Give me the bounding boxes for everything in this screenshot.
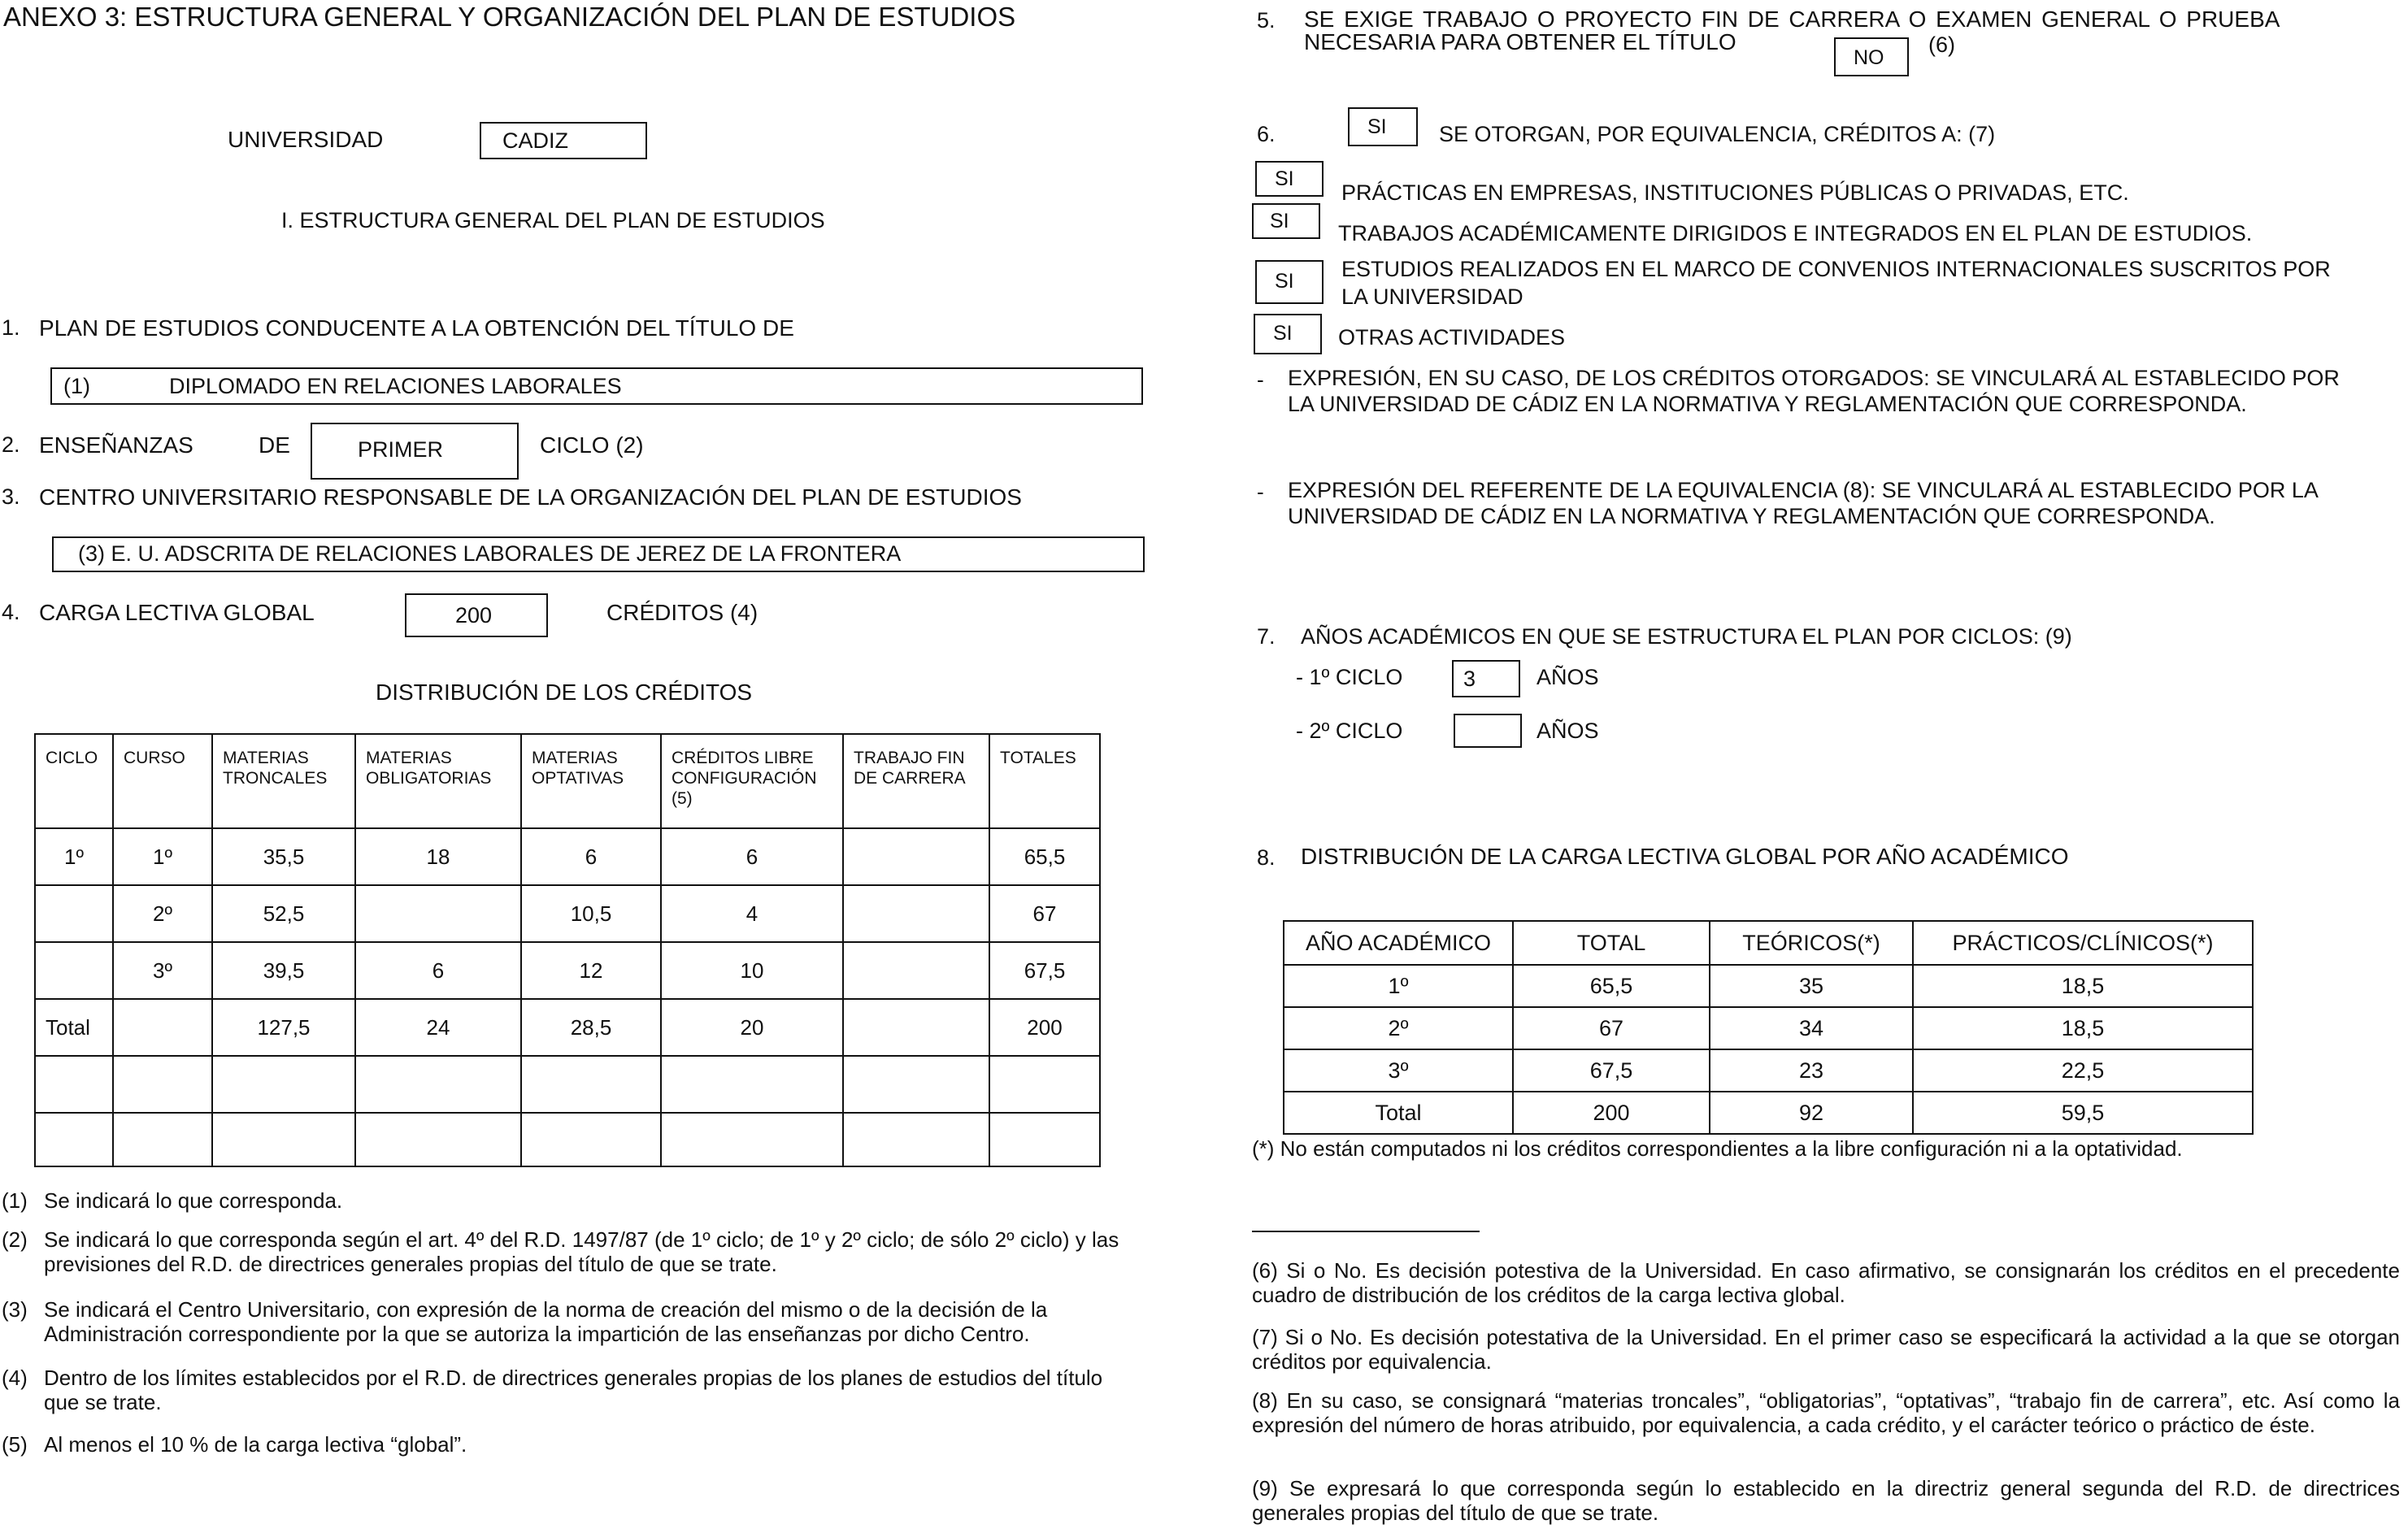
footnote-6: (6) Si o No. Es decisión potestiva de la Universidad. En caso afirmativo, se consignarán los créditos en el precedente cuadro de distribución de los créditos de la carga lectiva global.: [1252, 1258, 2400, 1307]
header-troncales: MATERIAS TRONCALES: [212, 734, 355, 828]
table-cell: 3º: [1284, 1049, 1513, 1092]
titulo-value: DIPLOMADO EN RELACIONES LABORALES: [169, 374, 622, 398]
equiv-value-trabajos: SI: [1270, 210, 1289, 232]
table-row: [35, 828, 1100, 885]
item8-text: DISTRIBUCIÓN DE LA CARGA LECTIVA GLOBAL POR AÑO ACADÉMICO: [1301, 844, 2069, 869]
footnote-number: (3): [2, 1297, 28, 1322]
table-cell: 12: [521, 942, 661, 999]
item2-de: DE: [259, 432, 290, 458]
table-total-row: [1284, 1092, 2253, 1134]
table-cell: 35: [1710, 965, 1913, 1007]
header-ciclo: CICLO: [35, 734, 113, 828]
section-title: I. ESTRUCTURA GENERAL DEL PLAN DE ESTUDIOS: [281, 208, 825, 232]
item2-number: 2.: [2, 432, 20, 457]
table-cell: [212, 1056, 355, 1113]
universidad-label: UNIVERSIDAD: [228, 127, 384, 152]
equiv-value-otras: SI: [1273, 322, 1293, 345]
table-cell: 1º: [1284, 965, 1513, 1007]
table-cell: 52,5: [212, 885, 355, 942]
years-note: (*) No están computados ni los créditos correspondientes a la libre configuración ni a la optatividad.: [1252, 1136, 2183, 1161]
header-ano-academico: AÑO ACADÉMICO: [1284, 921, 1513, 965]
annex-title: ANEXO 3: ESTRUCTURA GENERAL Y ORGANIZACIÓN DEL PLAN DE ESTUDIOS: [3, 2, 1016, 32]
footnote-9: (9) Se expresará lo que corresponda según lo establecido en la directriz general segunda del R.D. de directrices generales propias del título de que se trate.: [1252, 1476, 2400, 1525]
table-cell: 18,5: [1913, 1007, 2253, 1049]
table-cell: 20: [661, 999, 843, 1056]
table-cell: [843, 942, 989, 999]
footnote-1: [2, 1188, 1143, 1213]
bullet-dash: -: [1257, 367, 1264, 392]
centro-value: (3) E. U. ADSCRITA DE RELACIONES LABORALES DE JEREZ DE LA FRONTERA: [78, 541, 902, 566]
bullet2-text: EXPRESIÓN DEL REFERENTE DE LA EQUIVALENCIA (8): SE VINCULARÁ AL ESTABLECIDO POR LA: [1288, 478, 2319, 502]
table-cell: [355, 885, 521, 942]
ciclo1-label: - 1º CICLO: [1296, 665, 1403, 689]
footnote-5: [2, 1432, 1143, 1457]
table-cell: [113, 1113, 212, 1166]
bullet1-text: EXPRESIÓN, EN SU CASO, DE LOS CRÉDITOS OTORGADOS: SE VINCULARÁ AL ESTABLECIDO POR: [1288, 366, 2340, 390]
ciclo1-field: [1452, 660, 1520, 697]
table-cell: [843, 1113, 989, 1166]
table-cell: [989, 1113, 1100, 1166]
equiv-text-convenios: ESTUDIOS REALIZADOS EN EL MARCO DE CONVENIOS INTERNACIONALES SUSCRITOS POR: [1341, 257, 2331, 281]
table-cell: 1º: [35, 828, 113, 885]
bullet1-text-line2: LA UNIVERSIDAD DE CÁDIZ EN LA NORMATIVA Y REGLAMENTACIÓN QUE CORRESPONDA.: [1288, 392, 2247, 416]
bullet-dash: -: [1257, 480, 1264, 504]
item5-text-line2: NECESARIA PARA OBTENER EL TÍTULO: [1304, 29, 1736, 54]
table-cell: 3º: [113, 942, 212, 999]
table-header-row: [35, 734, 1100, 828]
header-total: TOTAL: [1513, 921, 1710, 965]
years-table: [1283, 920, 2254, 1135]
item5-value: NO: [1854, 46, 1884, 69]
table-header-row: [1284, 921, 2253, 965]
footnote-number: (1): [2, 1188, 28, 1213]
item4-suffix: CRÉDITOS (4): [606, 600, 758, 625]
table-row: [1284, 965, 2253, 1007]
table-row: [35, 1056, 1100, 1113]
header-libre-configuracion: CRÉDITOS LIBRE CONFIGURACIÓN (5): [661, 734, 843, 828]
item6-number: 6.: [1257, 122, 1276, 146]
table-cell: 67: [1513, 1007, 1710, 1049]
table-cell: 2º: [1284, 1007, 1513, 1049]
table-cell: 200: [989, 999, 1100, 1056]
footnote-3: [2, 1297, 1143, 1346]
table-cell: [843, 828, 989, 885]
table-row: [35, 885, 1100, 942]
table-cell: 39,5: [212, 942, 355, 999]
footnote-2: [2, 1227, 1143, 1276]
table-cell: 28,5: [521, 999, 661, 1056]
footnote-number: (5): [2, 1432, 28, 1457]
equiv-text-practicas: PRÁCTICAS EN EMPRESAS, INSTITUCIONES PÚBLICAS O PRIVADAS, ETC.: [1341, 180, 2129, 205]
footnote-number: (4): [2, 1366, 28, 1390]
table-cell: 18,5: [1913, 965, 2253, 1007]
equiv-text-otras: OTRAS ACTIVIDADES: [1338, 325, 1566, 350]
equiv-value-convenios: SI: [1275, 270, 1294, 293]
table-cell: [35, 1056, 113, 1113]
footnote-number: (2): [2, 1227, 28, 1252]
table-cell: 35,5: [212, 828, 355, 885]
footnote-text: Se indicará lo que corresponda según el art. 4º del R.D. 1497/87 (de 1º ciclo; de 1º y 2º ciclo; de sólo 2º ciclo) y las previsiones del R.D. de directrices generales propias del título de que se trate.: [44, 1227, 1119, 1276]
item3-text: CENTRO UNIVERSITARIO RESPONSABLE DE LA ORGANIZACIÓN DEL PLAN DE ESTUDIOS: [39, 484, 1022, 510]
item8-number: 8.: [1257, 845, 1276, 870]
carga-value: 200: [455, 603, 493, 628]
table-cell: 67,5: [1513, 1049, 1710, 1092]
item5-ref: (6): [1928, 33, 1955, 57]
header-curso: CURSO: [113, 734, 212, 828]
ciclo2-field: [1454, 714, 1522, 748]
ciclo1-unit: AÑOS: [1537, 665, 1599, 689]
header-optativas: MATERIAS OPTATIVAS: [521, 734, 661, 828]
item6-text: SE OTORGAN, POR EQUIVALENCIA, CRÉDITOS A: (7): [1439, 122, 1996, 146]
table-cell: 24: [355, 999, 521, 1056]
table-cell: [355, 1056, 521, 1113]
table-cell: Total: [1284, 1092, 1513, 1134]
table-row: [1284, 1049, 2253, 1092]
table-cell: Total: [35, 999, 113, 1056]
table-cell: 23: [1710, 1049, 1913, 1092]
table-cell: [843, 1056, 989, 1113]
titulo-ref: (1): [63, 374, 90, 398]
table-cell: 34: [1710, 1007, 1913, 1049]
table-cell: [989, 1056, 1100, 1113]
footnote-text: Dentro de los límites establecidos por el R.D. de directrices generales propias de los planes de estudios del título que se trate.: [44, 1366, 1103, 1414]
equiv-text-convenios-line2: LA UNIVERSIDAD: [1341, 284, 1523, 309]
table-cell: 67,5: [989, 942, 1100, 999]
item2-text: ENSEÑANZAS: [39, 432, 193, 458]
item7-text: AÑOS ACADÉMICOS EN QUE SE ESTRUCTURA EL PLAN POR CICLOS: (9): [1301, 624, 2072, 649]
header-practicos: PRÁCTICOS/CLÍNICOS(*): [1913, 921, 2253, 965]
footnote-8: (8) En su caso, se consignará “materias troncales”, “obligatorias”, “optativas”, “trabajo fin de carrera”, etc. Así como la expresión del número de horas atribuido, por equivalencia, a cada crédito, y el carácter teórico o práctico de éste.: [1252, 1388, 2400, 1437]
table-cell: [843, 999, 989, 1056]
ciclo1-value: 3: [1463, 667, 1476, 691]
item2-suffix: CICLO (2): [540, 432, 644, 458]
table-cell: [661, 1056, 843, 1113]
table-cell: 10,5: [521, 885, 661, 942]
footnote-divider: [1252, 1231, 1480, 1232]
table-cell: 22,5: [1913, 1049, 2253, 1092]
table-cell: 200: [1513, 1092, 1710, 1134]
footnote-7: (7) Si o No. Es decisión potestativa de la Universidad. En el primer caso se especificará la actividad a la que se otorgan créditos por equivalencia.: [1252, 1325, 2400, 1374]
table-cell: 6: [521, 828, 661, 885]
footnote-text: Al menos el 10 % de la carga lectiva “global”.: [44, 1432, 467, 1457]
table-cell: [113, 1056, 212, 1113]
table-cell: [843, 885, 989, 942]
header-obligatorias: MATERIAS OBLIGATORIAS: [355, 734, 521, 828]
equiv-text-trabajos: TRABAJOS ACADÉMICAMENTE DIRIGIDOS E INTEGRADOS EN EL PLAN DE ESTUDIOS.: [1338, 221, 2253, 245]
item5-text: SE EXIGE TRABAJO O PROYECTO FIN DE CARRERA O EXAMEN GENERAL O PRUEBA: [1304, 7, 2280, 32]
table-cell: [35, 1113, 113, 1166]
table-cell: 1º: [113, 828, 212, 885]
item4-number: 4.: [2, 600, 20, 624]
table-cell: [661, 1113, 843, 1166]
table-cell: 4: [661, 885, 843, 942]
ciclo2-unit: AÑOS: [1537, 719, 1599, 743]
table-cell: 127,5: [212, 999, 355, 1056]
universidad-value: CADIZ: [502, 128, 568, 153]
table-cell: [212, 1113, 355, 1166]
table-cell: 18: [355, 828, 521, 885]
header-totales: TOTALES: [989, 734, 1100, 828]
table-cell: 6: [355, 942, 521, 999]
footnote-4: [2, 1366, 1143, 1414]
ciclo2-label: - 2º CICLO: [1296, 719, 1403, 743]
credits-table: [34, 733, 1101, 1167]
table-cell: [113, 999, 212, 1056]
equiv-value-practicas: SI: [1275, 167, 1294, 190]
table-cell: 2º: [113, 885, 212, 942]
table-cell: 10: [661, 942, 843, 999]
table-cell: 65,5: [1513, 965, 1710, 1007]
table-cell: [35, 885, 113, 942]
table-cell: [521, 1113, 661, 1166]
header-trabajo-fin: TRABAJO FIN DE CARRERA: [843, 734, 989, 828]
table-total-row: [35, 999, 1100, 1056]
item4-text: CARGA LECTIVA GLOBAL: [39, 600, 315, 625]
header-teoricos: TEÓRICOS(*): [1710, 921, 1913, 965]
footnote-text: Se indicará el Centro Universitario, con expresión de la norma de creación del mismo o de la decisión de la Administración correspondiente por la que se autoriza la impartición de las enseñanzas por dicho Centro.: [44, 1297, 1048, 1346]
table-row: [35, 1113, 1100, 1166]
table-row: [35, 942, 1100, 999]
table-cell: 65,5: [989, 828, 1100, 885]
ciclo-value: PRIMER: [358, 437, 444, 462]
item3-number: 3.: [2, 484, 20, 509]
table-row: [1284, 1007, 2253, 1049]
table-cell: 6: [661, 828, 843, 885]
footnote-text: Se indicará lo que corresponda.: [44, 1188, 343, 1213]
item1-text: PLAN DE ESTUDIOS CONDUCENTE A LA OBTENCIÓN DEL TÍTULO DE: [39, 315, 794, 341]
item7-number: 7.: [1257, 624, 1276, 649]
table-cell: 92: [1710, 1092, 1913, 1134]
item6-value: SI: [1367, 115, 1387, 138]
item5-number: 5.: [1257, 8, 1276, 33]
table-cell: 59,5: [1913, 1092, 2253, 1134]
table-cell: [521, 1056, 661, 1113]
table-cell: 67: [989, 885, 1100, 942]
table-cell: [355, 1113, 521, 1166]
distribution-title: DISTRIBUCIÓN DE LOS CRÉDITOS: [376, 680, 753, 705]
table-cell: [35, 942, 113, 999]
bullet2-text-line2: UNIVERSIDAD DE CÁDIZ EN LA NORMATIVA Y REGLAMENTACIÓN QUE CORRESPONDA.: [1288, 504, 2215, 528]
item1-number: 1.: [2, 315, 20, 340]
